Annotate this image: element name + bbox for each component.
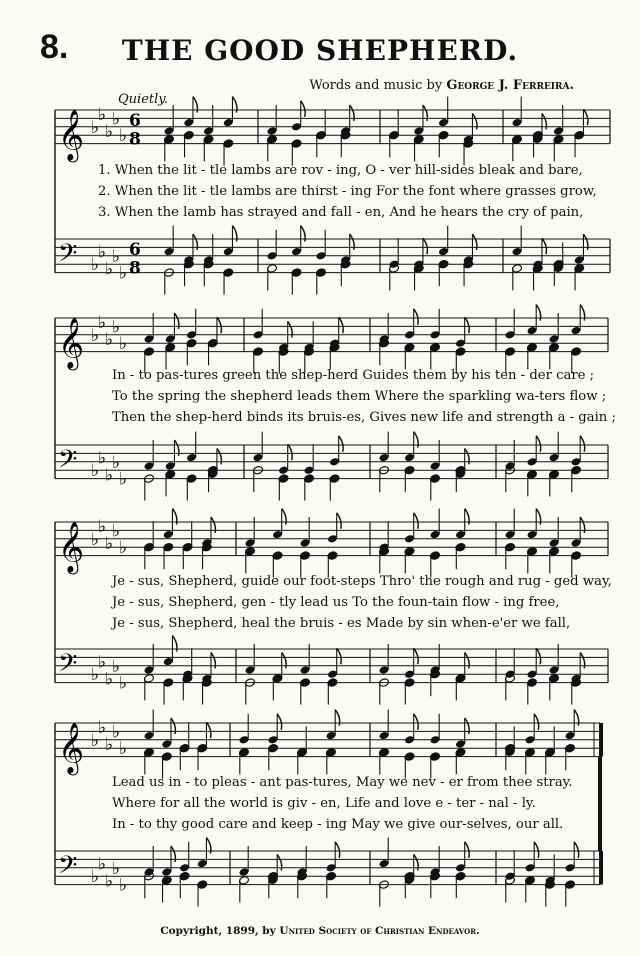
copyright-prefix: Copyright, 1899, by [160, 925, 276, 937]
note-flag [414, 309, 419, 325]
flat-sign: ♭ [105, 735, 114, 755]
flat-sign: ♭ [119, 126, 128, 147]
lyric-s3-v3: Je - sus, Shepherd, heal the bruis - es Made by sin when-e'er we fall, [112, 616, 571, 631]
lyric-s4-v3: In - to thy good care and keep - ing May we give our-selves, our all. [112, 817, 564, 832]
note-flag [337, 648, 342, 664]
flat-sign: ♭ [98, 448, 107, 469]
hymn-number: 8. [40, 28, 69, 66]
lyric-s1-v2: 2. When the lit - tle lambs are thirst - ing For the font where grasses grow, [98, 184, 597, 199]
bass-clef: 𝄢 [58, 851, 78, 887]
note-flag [423, 238, 428, 254]
note-flag [217, 317, 222, 333]
note-flag [301, 101, 306, 117]
flat-sign: ♭ [119, 673, 128, 694]
lyric-s1-v1: 1. When the lit - tle lambs are rov - ing, O - ver hill-sides bleak and bare, [98, 163, 583, 178]
note-flag [580, 436, 585, 452]
note-flag [536, 436, 541, 452]
note-flag [335, 842, 340, 858]
note-flag [414, 513, 419, 529]
flat-sign: ♭ [91, 325, 100, 346]
flat-sign: ♭ [98, 652, 107, 673]
tempo-marking: Quietly. [118, 92, 169, 107]
flat-sign: ♭ [91, 665, 100, 686]
flat-sign: ♭ [98, 242, 107, 263]
flat-sign: ♭ [119, 875, 128, 896]
flat-sign: ♭ [119, 469, 128, 490]
flat-sign: ♭ [112, 452, 121, 473]
credit-prefix: Words and music by [309, 78, 443, 93]
flat-sign: ♭ [112, 317, 121, 338]
lyric-s2-v3: Then the shep-herd binds its bruis-es, Gives new life and strength a - gain ; [112, 410, 616, 425]
lyric-s3-v2: Je - sus, Shepherd, gen - tly lead us To the foun-tain flow - ing free, [112, 595, 560, 610]
note-flag [574, 842, 579, 858]
flat-sign: ♭ [91, 255, 100, 276]
note-flag [465, 317, 470, 333]
flat-sign: ♭ [119, 263, 128, 284]
lyric-s4-v1: Lead us in - to pleas - ant pas-tures, May we nev - er from thee stray. [112, 775, 573, 790]
lyric-s2-v2: To the spring the shepherd leads them Where the sparkling wa-ters flow ; [112, 389, 607, 404]
note-flag [583, 109, 588, 125]
flat-sign: ♭ [105, 465, 114, 486]
note-flag [536, 648, 541, 664]
note-flag [206, 722, 211, 738]
treble-clef: 𝄞 [58, 722, 85, 774]
flat-sign: ♭ [112, 109, 121, 130]
hymn-title: THE GOOD SHEPHERD. [121, 34, 519, 67]
note-flag [534, 842, 539, 858]
treble-clef: 𝄞 [58, 521, 85, 573]
flat-sign: ♭ [105, 534, 114, 554]
note-flag [534, 714, 539, 730]
note-flag [339, 317, 344, 333]
flat-sign: ♭ [98, 854, 107, 875]
flat-sign: ♭ [98, 313, 107, 334]
bass-clef: 𝄢 [58, 649, 78, 685]
flat-sign: ♭ [91, 867, 100, 888]
note-flag [414, 648, 419, 664]
flat-sign: ♭ [105, 122, 114, 142]
note-flag [337, 513, 342, 529]
time-signature-bottom: 8 [129, 258, 141, 279]
lyric-s1-v3: 3. When the lamb has strayed and fall - en, And he hears the cry of pain, [98, 205, 584, 220]
copyright-line [0, 925, 640, 937]
flat-sign: ♭ [105, 330, 114, 350]
flat-sign: ♭ [112, 722, 121, 743]
treble-clef: 𝄞 [58, 317, 85, 369]
bass-clef: 𝄢 [58, 239, 78, 275]
flat-sign: ♭ [112, 656, 121, 677]
flat-sign: ♭ [112, 521, 121, 542]
flat-sign: ♭ [98, 517, 107, 538]
lyric-s3-v1: Je - sus, Shepherd, guide our foot-steps Thro' the rough and rug - ged way, [112, 574, 612, 589]
treble-clef: 𝄞 [58, 109, 85, 161]
flat-sign: ♭ [119, 538, 128, 559]
flat-sign: ♭ [91, 730, 100, 751]
flat-sign: ♭ [91, 117, 100, 138]
flat-sign: ♭ [98, 718, 107, 739]
time-signature-top: 6 [129, 110, 141, 131]
note-flag [288, 444, 293, 460]
bass-clef: 𝄢 [58, 445, 78, 481]
flat-sign: ♭ [105, 669, 114, 690]
copyright-holder: United Society of Christian Endeavor. [279, 925, 480, 937]
flat-sign: ♭ [105, 259, 114, 280]
time-signature-top: 6 [129, 239, 141, 260]
flat-sign: ♭ [119, 739, 128, 760]
flat-sign: ♭ [105, 871, 114, 892]
note-flag [339, 436, 344, 452]
credit-author: George J. Ferreira. [446, 78, 574, 93]
flat-sign: ♭ [91, 461, 100, 482]
note-flag [277, 714, 282, 730]
note-flag [414, 714, 419, 730]
time-signature-bottom: 8 [129, 129, 141, 150]
flat-sign: ♭ [91, 529, 100, 550]
note-flag [465, 842, 470, 858]
flat-sign: ♭ [112, 858, 121, 879]
flat-sign: ♭ [98, 105, 107, 126]
flat-sign: ♭ [112, 246, 121, 267]
lyric-s2-v1: In - to pas-tures green the shep-herd Guides them by his ten - der care ; [112, 368, 595, 383]
note-flag [542, 238, 547, 254]
lyric-s4-v2: Where for all the world is giv - en, Life and love e - ter - nal - ly. [112, 796, 536, 811]
flat-sign: ♭ [119, 334, 128, 355]
